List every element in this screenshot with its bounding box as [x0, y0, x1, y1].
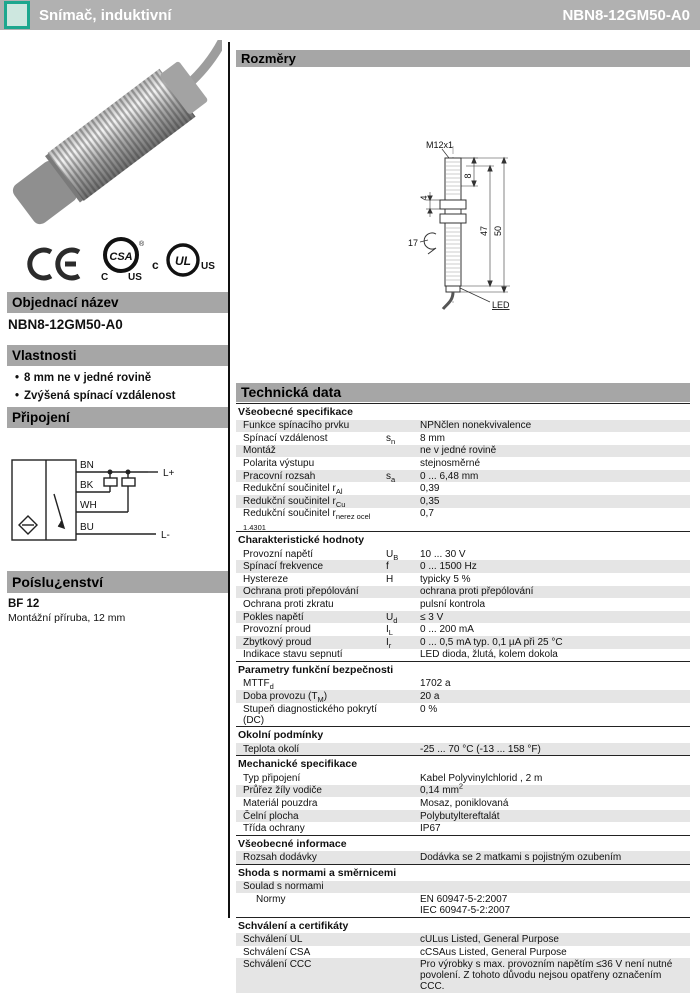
table-row-value: 0 ... 1500 Hz [420, 561, 477, 573]
table-row [236, 782, 690, 798]
table-row-value: ochrana proti přepólování [420, 586, 534, 598]
svg-text:C: C [101, 272, 109, 283]
table-row-value: stejnosměrné [420, 458, 481, 470]
section-header-connection: Připojení [7, 407, 228, 428]
table-row-label: Průřez žíly vodiče [243, 785, 322, 797]
table-row [236, 678, 690, 691]
table-row-value: 10 ... 30 V [420, 548, 466, 560]
table-row-label: Doba provozu $(T_M)$ [243, 690, 328, 704]
table-row-label: Normy [256, 893, 286, 905]
feature-item: • Zvýšená spínací vzdálenost [14, 390, 176, 402]
table-row-value: 0 ... 200 mA [420, 624, 474, 636]
table-row [236, 611, 690, 624]
table-row-symbol [386, 823, 420, 834]
table-row [236, 958, 690, 993]
table-row-label: Montáž [243, 445, 276, 457]
table-row-label: Provozní napětí [243, 548, 314, 560]
table-row-label: Typ připojení [243, 772, 301, 784]
svg-text:®: ® [139, 241, 145, 248]
table-row [236, 810, 690, 823]
table-row-symbol [386, 458, 420, 469]
table-row-label: Indikace stavu sepnutí [243, 649, 343, 661]
table-row-label: Zbytkový proud [243, 636, 312, 648]
table-row-value: 0,14 $mm^2$ [420, 782, 464, 797]
table-row-label: Spínací frekvence [243, 561, 324, 573]
svg-text:4: 4 [419, 195, 429, 201]
table-row-label: Provozní proud [243, 624, 311, 636]
table-row-label: Třída ochrany [243, 823, 305, 835]
table-row [236, 743, 690, 756]
table-row-value: -25 ... 70 °C (-13 ... 158 °F) [420, 743, 541, 755]
order-part-number: NBN8-12GM50-A0 [8, 317, 123, 332]
svg-text:LED: LED [492, 300, 510, 310]
page-header [0, 0, 700, 30]
table-row [236, 445, 690, 458]
table-row-label: Schválení UL [243, 934, 303, 946]
table-row-symbol: H [386, 573, 394, 585]
column-divider [228, 42, 230, 918]
table-row-label: Schválení CCC [243, 959, 312, 971]
table-row [236, 586, 690, 599]
svg-text:8: 8 [463, 173, 473, 179]
table-row [236, 851, 690, 864]
table-row-label: Pokles napětí [243, 611, 304, 623]
table-row [236, 822, 690, 835]
table-row-label: Redukční součinitel $r_{nerez ocel 1.4301}$ [243, 508, 371, 533]
table-row-value: cULus Listed, General Purpose [420, 934, 559, 946]
table-row-label: Stupeň diagnostického pokrytí (DC) [243, 703, 377, 726]
table-row-symbol [386, 483, 420, 494]
table-row-symbol [386, 959, 420, 992]
table-row-symbol [386, 445, 420, 456]
load-resistor-icon [122, 478, 135, 486]
table-row-label: Rozsah dodávky [243, 852, 317, 864]
svg-text:BN: BN [80, 460, 94, 471]
table-row-value: typicky 5 % [420, 573, 471, 585]
table-row [236, 495, 690, 508]
table-section-header: Mechanické specifikace [236, 755, 690, 772]
part-number-header: NBN8-12GM50-A0 [562, 6, 690, 24]
table-row-label: Materiál pouzdra [243, 797, 318, 809]
table-row-value: 0 ... 6,48 mm [420, 470, 479, 482]
svg-text:50: 50 [493, 225, 503, 237]
table-row-label: Schválení CSA [243, 946, 311, 958]
table-row-symbol [386, 785, 420, 796]
table-row-symbol [386, 599, 420, 610]
table-row-value: cCSAus Listed, General Purpose [420, 946, 567, 958]
table-row-value: ≤ 3 V [420, 611, 444, 623]
table-row-label: Redukční součinitel $r_{Al}$ [243, 483, 343, 497]
svg-text:WH: WH [80, 500, 97, 511]
table-row [236, 933, 690, 946]
section-header-accessories: Poíslu¿enství [7, 571, 228, 593]
svg-text:US: US [128, 272, 142, 283]
table-row [236, 470, 690, 483]
table-row-symbol [386, 496, 420, 507]
table-row-symbol: $s_a$ [386, 470, 396, 484]
table-row [236, 690, 690, 703]
table-row [236, 432, 690, 445]
table-row-label: Polarita výstupu [243, 458, 315, 470]
table-section-header: Všeobecné informace [236, 835, 690, 852]
table-section-header: Všeobecné specifikace [236, 403, 690, 420]
table-row-symbol [386, 704, 420, 726]
section-header-tech-data: Technická data [236, 383, 690, 402]
table-row [236, 598, 690, 611]
table-row-symbol [386, 744, 420, 755]
table-row-value: pulsní kontrola [420, 598, 486, 610]
table-row-symbol [386, 773, 420, 784]
table-row [236, 797, 690, 810]
table-row [236, 508, 690, 532]
table-row-label: $MTTF_d$ [243, 678, 274, 692]
table-row-symbol [386, 649, 420, 660]
table-row-symbol [386, 691, 420, 702]
product-type-title: Snímač, induktivní [39, 6, 172, 24]
table-row-symbol: $U_B$ [386, 548, 399, 562]
table-row-symbol [386, 852, 420, 863]
table-row-value: Dodávka se 2 matkami s pojistným ozubením [420, 852, 622, 864]
svg-text:US: US [201, 261, 215, 272]
table-row-label: Spínací vzdálenost [243, 432, 328, 444]
table-row-value: 0,35 [420, 495, 440, 507]
table-row [236, 881, 690, 894]
tech-table [236, 403, 690, 993]
table-row-value: Polybutyltereftalát [420, 810, 500, 822]
table-row-value: 0 % [420, 703, 438, 715]
brand-icon [4, 1, 30, 29]
table-row-symbol [386, 934, 420, 945]
table-row-symbol [386, 508, 420, 530]
table-row [236, 946, 690, 959]
table-row-symbol: $s_n$ [386, 432, 396, 446]
table-row-value: 20 a [420, 690, 440, 702]
table-row-symbol [386, 881, 420, 892]
svg-text:M12x1: M12x1 [426, 140, 454, 150]
table-row [236, 623, 690, 636]
svg-text:17: 17 [408, 238, 419, 248]
table-row-symbol [386, 811, 420, 822]
svg-text:UL: UL [175, 254, 191, 268]
table-row [236, 420, 690, 433]
table-row-value: 8 mm [420, 432, 445, 444]
table-row [236, 893, 690, 917]
svg-text:c: c [152, 258, 159, 272]
table-row-value: Mosaz, poniklovaná [420, 797, 509, 809]
table-row-value: ne v jedné rovině [420, 445, 497, 457]
table-row-symbol [386, 678, 420, 689]
table-row [236, 548, 690, 561]
table-row [236, 636, 690, 649]
load-resistor-icon [104, 478, 117, 486]
svg-text:BU: BU [80, 522, 94, 533]
table-row [236, 457, 690, 470]
csa-mark-icon [95, 233, 147, 285]
table-section-header: Schválení a certifikáty [236, 917, 690, 934]
connection-diagram [8, 438, 208, 556]
table-row [236, 560, 690, 573]
features-list [10, 372, 175, 408]
table-row-value [420, 881, 690, 892]
table-row [236, 703, 690, 727]
product-photo [10, 40, 222, 235]
table-row-symbol: $I_L$ [386, 624, 393, 638]
accessory-description: Montážní příruba, 12 mm [8, 612, 126, 624]
table-row-symbol: $U_d$ [386, 611, 398, 625]
table-row-value: 0,7 [420, 508, 434, 520]
svg-text:47: 47 [479, 225, 489, 237]
table-row-label: Hystereze [243, 573, 289, 585]
table-row-value: Pro výrobky s max. provozním napětím ≤36 V není nutné povolení. Z tohoto důvodu nejsou opatřeny označením CCC. [420, 959, 673, 993]
table-row [236, 573, 690, 586]
svg-text:L+: L+ [163, 468, 175, 479]
table-row-value: Kabel Polyvinylchlorid , 2 m [420, 772, 543, 784]
svg-text:BK: BK [80, 480, 94, 491]
table-row-symbol [386, 894, 420, 916]
section-header-dimensions: Rozměry [236, 50, 690, 67]
table-row [236, 649, 690, 662]
table-row-value: EN 60947-5-2:2007 IEC 60947-5-2:2007 [420, 893, 511, 916]
table-row-label: Pracovní rozsah [243, 470, 316, 482]
table-row [236, 482, 690, 495]
table-row-value: NPNčlen nonekvivalence [420, 420, 532, 432]
table-row-symbol: $I_r$ [386, 636, 392, 650]
table-section-header: Okolní podmínky [236, 726, 690, 743]
table-row-label: Soulad s normami [243, 881, 324, 893]
table-row-symbol [386, 947, 420, 958]
table-row-symbol [386, 420, 420, 431]
table-row-value: LED dioda, žlutá, kolem dokola [420, 649, 558, 661]
table-row-symbol [386, 586, 420, 597]
table-row-label: Ochrana proti přepólování [243, 586, 359, 598]
table-row-value: IP67 [420, 823, 441, 835]
feature-item: • 8 mm ne v jedné rovině [14, 372, 152, 384]
accessory-model: BF 12 [8, 598, 40, 610]
table-section-header: Shoda s normami a směrnicemi [236, 864, 690, 881]
dimension-drawing [398, 136, 566, 316]
table-row-symbol [386, 798, 420, 809]
ce-mark-icon [25, 245, 85, 283]
table-row-symbol: f [386, 561, 389, 573]
table-row-value: 0 ... 0,5 mA typ. 0,1 µA při 25 °C [420, 636, 563, 648]
table-row-value: 1702 a [420, 678, 451, 690]
table-row-value: 0,39 [420, 483, 440, 495]
table-row-label: Teplota okolí [243, 743, 300, 755]
section-header-features: Vlastnosti [7, 345, 228, 366]
table-row-label: Redukční součinitel $r_{Cu}$ [243, 495, 346, 509]
svg-text:CSA: CSA [109, 251, 133, 263]
certification-marks [22, 233, 222, 291]
section-header-order: Objednací název [7, 292, 228, 313]
ul-mark-icon [150, 239, 216, 283]
table-section-header: Charakteristické hodnoty [236, 531, 690, 548]
table-row-label: Funkce spínacího prvku [243, 420, 350, 432]
svg-text:L-: L- [161, 530, 170, 541]
table-row-label: Ochrana proti zkratu [243, 598, 334, 610]
table-row-label: Čelní plocha [243, 810, 299, 822]
table-section-header: Parametry funkční bezpečnosti [236, 661, 690, 678]
